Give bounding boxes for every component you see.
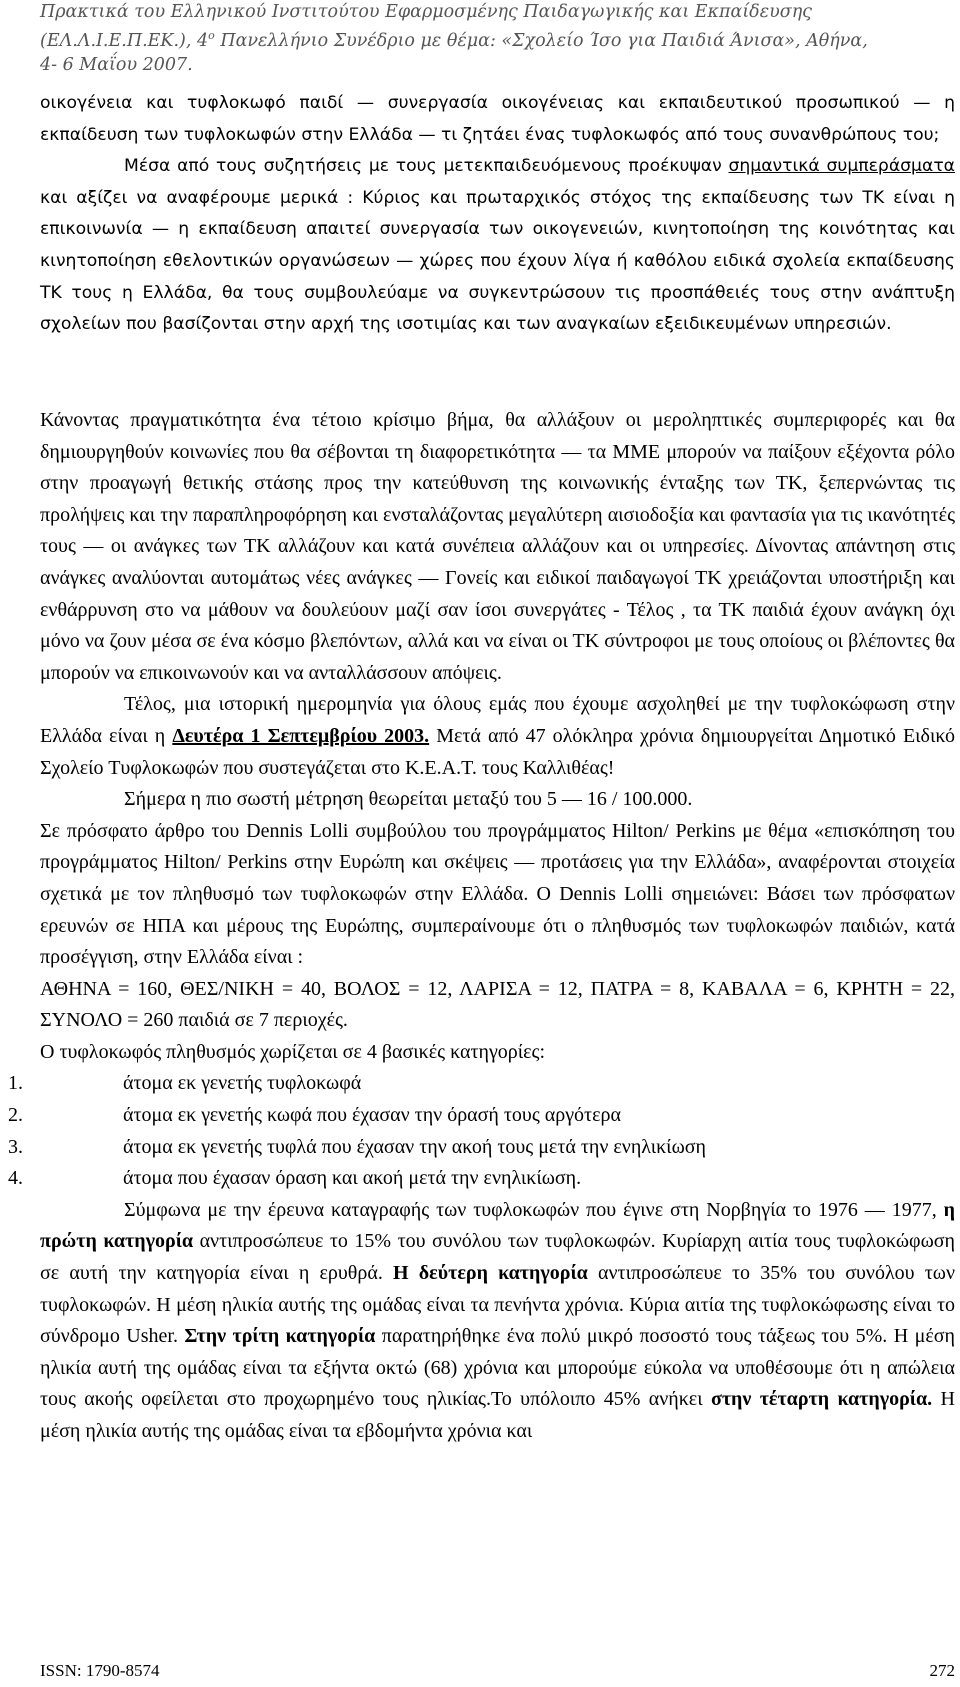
- list-item: [8, 1163, 955, 1195]
- proceedings-header: [40, 0, 955, 77]
- paragraph-norway-survey: [40, 1195, 955, 1448]
- historic-date: Δευτέρα 1 Σεπτεμβρίου 2003.: [172, 724, 430, 747]
- conclusions-rest: και αξίζει να αναφέρουμε μερικά : Κύριος και πρωταρχικός στόχος της εκπαίδευσης των ΤΚ είναι η επικοινωνία — η εκπαίδευση απαιτεί συνεργασία των οικογενειών, κινητοποίηση της κοινότητας και κινητοποίηση εθελοντικών οργανώσεων — χώρες που έχουν λίγα ή καθόλου ειδικά σχολεία εκπαίδευσης ΤΚ τους η Ελλάδα, θα τους συμβουλεύαμε να συγκεντρώσουν τις προσπάθειές τους στην ανάπτυξη σχολείων που βασίζονται στην αρχή της ισοτιμίας και των αναγκαίων εξειδικευμένων υπηρεσιών.: [40, 187, 955, 335]
- list-number: 3.: [8, 1135, 23, 1158]
- list-item-text: άτομα που έχασαν όραση και ακοή μετά την ενηλικίωση.: [123, 1167, 582, 1190]
- header-line-3: 4- 6 Μαΐου 2007.: [40, 54, 193, 75]
- header-line-2: [40, 24, 955, 53]
- header-line-2-a: (ΕΛ.Λ.Ι.Ε.Π.ΕΚ.), 4: [40, 30, 209, 51]
- third-category-label: Στην τρίτη κατηγορία: [184, 1325, 376, 1348]
- norway-text-2: αντιπροσώπευε το 15% του συνόλου των τυφλοκωφών. Κυρίαρχη αιτία τους τυφλοκώφωση σε αυτή την κατηγορία είναι η ερυθρά.: [40, 1230, 955, 1285]
- categories-list: [8, 1068, 955, 1194]
- list-item: [8, 1100, 955, 1132]
- seminar-topics-block: [40, 88, 955, 341]
- list-item-text: άτομα εκ γενετής κωφά που έχασαν την όρασή τους αργότερα: [123, 1104, 621, 1127]
- conclusions-underlined: σημαντικά συμπεράσματα: [728, 156, 955, 177]
- norway-text-4: παρατηρήθηκε ένα πολύ μικρό ποσοστό τους τάξεως του 5%. Η μέση ηλικία αυτή της ομάδας είναι τα εξήντα οκτώ (68) χρόνια και μπορούμε εύκολα να υποθέσουμε ότι η απώλεια τους ακοής οφείλεται στο προχωρημένο τους ηλικίας.Το υπόλοιπο 45% ανήκει: [40, 1325, 956, 1411]
- list-item: [8, 1068, 955, 1100]
- second-category-label: Η δεύτερη κατηγορία: [393, 1262, 588, 1285]
- list-item-text: άτομα εκ γενετής τυφλοκωφά: [123, 1072, 362, 1095]
- header-ordinal: ο: [208, 29, 215, 42]
- list-item: [8, 1132, 955, 1164]
- conclusions-intro: Μέσα από τους συζητήσεις με τους μετεκπαιδευόμενους προέκυψαν: [124, 156, 722, 177]
- header-line-1: Πρακτικά του Ελληνικού Ινστιτούτου Εφαρμοσμένης Παιδαγωγικής και Εκπαίδευσης: [40, 2, 812, 22]
- paragraph-crucial-step: Κάνοντας πραγματικότητα ένα τέτοιο κρίσιμο βήμα, θα αλλάξουν οι μεροληπτικές συμπεριφορές και θα δημιουργηθούν κοινωνίες που θα σέβονται τη διαφορετικότητα — τα ΜΜΕ μπορούν να παίξουν εξέχοντα ρόλο στην προαγωγή θετικής στάσης προς την κατεύθυνση της κοινωνικής ένταξης των ΤΚ, ξεπερνώντας τις προλήψεις και την παραπληροφόρηση και ενσταλάζοντας μεγαλύτερη αισιοδοξία και φαντασία για τις ικανότητές τους — οι ανάγκες των ΤΚ αλλάζουν και κατά συνέπεια αλλάζουν και οι υπηρεσίες. Δίνοντας απάντηση στις ανάγκες αναλύονται αυτομάτως νέες ανάγκες — Γονείς και ειδικοί παιδαγωγοί ΤΚ χρειάζονται υποστήριξη και ενθάρρυνση στο να μάθουν να δουλεύουν μαζί σαν ίσοι συνεργάτες - Τέλος , τα ΤΚ παιδιά έχουν ανάγκη όχι μόνο να ζουν μέσα σε ένα κόσμο βλεπόντων, αλλά και να είναι οι ΤΚ σύντροφοι με τους οποίους οι βλέποντες θα μπορούν να επικοινωνούν και να ανταλλάσσουν απόψεις.: [40, 409, 955, 684]
- paragraph-categories-intro: Ο τυφλοκωφός πληθυσμός χωρίζεται σε 4 βασικές κατηγορίες:: [40, 1040, 546, 1063]
- list-number: 1.: [8, 1072, 23, 1095]
- list-item-text: άτομα εκ γενετής τυφλά που έχασαν την ακοή τους μετά την ενηλικίωση: [123, 1135, 706, 1158]
- norway-text-1: Σύμφωνα με την έρευνα καταγραφής των τυφλοκωφών που έγινε στη Νορβηγία το 1976 — 1977,: [124, 1198, 944, 1221]
- paragraph-measurement: Σήμερα η πιο σωστή μέτρηση θεωρείται μεταξύ του 5 — 16 / 100.000.: [124, 788, 693, 811]
- conclusions-paragraph: [40, 151, 955, 341]
- page-number: 272: [929, 1661, 955, 1680]
- date-text-b: Μετά από 47 ολόκληρα χρόνια δημιουργείται Δημοτικό Ειδικό Σχολείο Τυφλοκωφών που συστεγάζεται στο Κ.Ε.Α.Τ. τους Καλλιθέας!: [40, 724, 955, 779]
- paragraph-region-counts: ΑΘΗΝΑ = 160, ΘΕΣ/ΝΙΚΗ = 40, ΒΟΛΟΣ = 12, ΛΑΡΙΣΑ = 12, ΠΑΤΡΑ = 8, ΚΑΒΑΛΑ = 6, ΚΡΗΤΗ = 22, ΣΥΝΟΛΟ = 260 παιδιά σε 7 περιοχές.: [40, 977, 955, 1032]
- issn-number: ISSN: 1790-8574: [40, 1661, 160, 1680]
- first-category-label: η πρώτη κατηγορία: [40, 1198, 955, 1253]
- paragraph-historic-date: [40, 689, 955, 784]
- list-number: 2.: [8, 1104, 23, 1127]
- paragraph-lolli: Σε πρόσφατο άρθρο του Dennis Lolli συμβούλου του προγράμματος Hilton/ Perkins με θέμα «επισκόπηση του προγράμματος Hilton/ Perkins στην Ευρώπη και σκέψεις — προτάσεις για την Ελλάδα», αναφέρονται στοιχεία σχετικά με τον πληθυσμό των τυφλοκωφών στην Ελλάδα. Ο Dennis Lolli σημειώνει: Βάσει των πρόσφατων ερευνών σε ΗΠΑ και μέρους της Ευρώπης, συμπεραίνουμε ότι ο πληθυσμός των τυφλοκωφών παιδιών, κατά προσέγγιση, στην Ελλάδα είναι :: [40, 819, 955, 969]
- topic-list-text: οικογένεια και τυφλοκωφό παιδί — συνεργασία οικογένειας και εκπαιδευτικού προσωπικού — η εκπαίδευση των τυφλοκωφών στην Ελλάδα — τι ζητάει ένας τυφλοκωφός από τους συνανθρώπους του;: [40, 93, 955, 145]
- list-number: 4.: [8, 1167, 23, 1190]
- main-text: [8, 406, 956, 1448]
- header-line-2-b: Πανελλήνιο Συνέδριο με θέμα: «Σχολείο Ίσο για Παιδιά Άνισα», Αθήνα,: [214, 30, 868, 51]
- fourth-category-label: στην τέταρτη κατηγορία.: [710, 1388, 933, 1411]
- date-text-a: Τέλος, μια ιστορική ημερομηνία για όλους εμάς που έχουμε ασχοληθεί με την τυφλοκώφωση στην Ελλάδα είναι η: [40, 693, 955, 747]
- norway-text-3: αντιπροσώπευε το 35% του συνόλου των τυφλοκωφών. Η μέση ηλικία αυτής της ομάδας είναι τα πενήντα χρόνια. Κύρια αιτία της τυφλοκώφωσης είναι το σύνδρομο Usher.: [40, 1262, 955, 1348]
- norway-text-5: Η μέση ηλικία αυτής της ομάδας είναι τα εβδομήντα χρόνια και: [40, 1388, 955, 1442]
